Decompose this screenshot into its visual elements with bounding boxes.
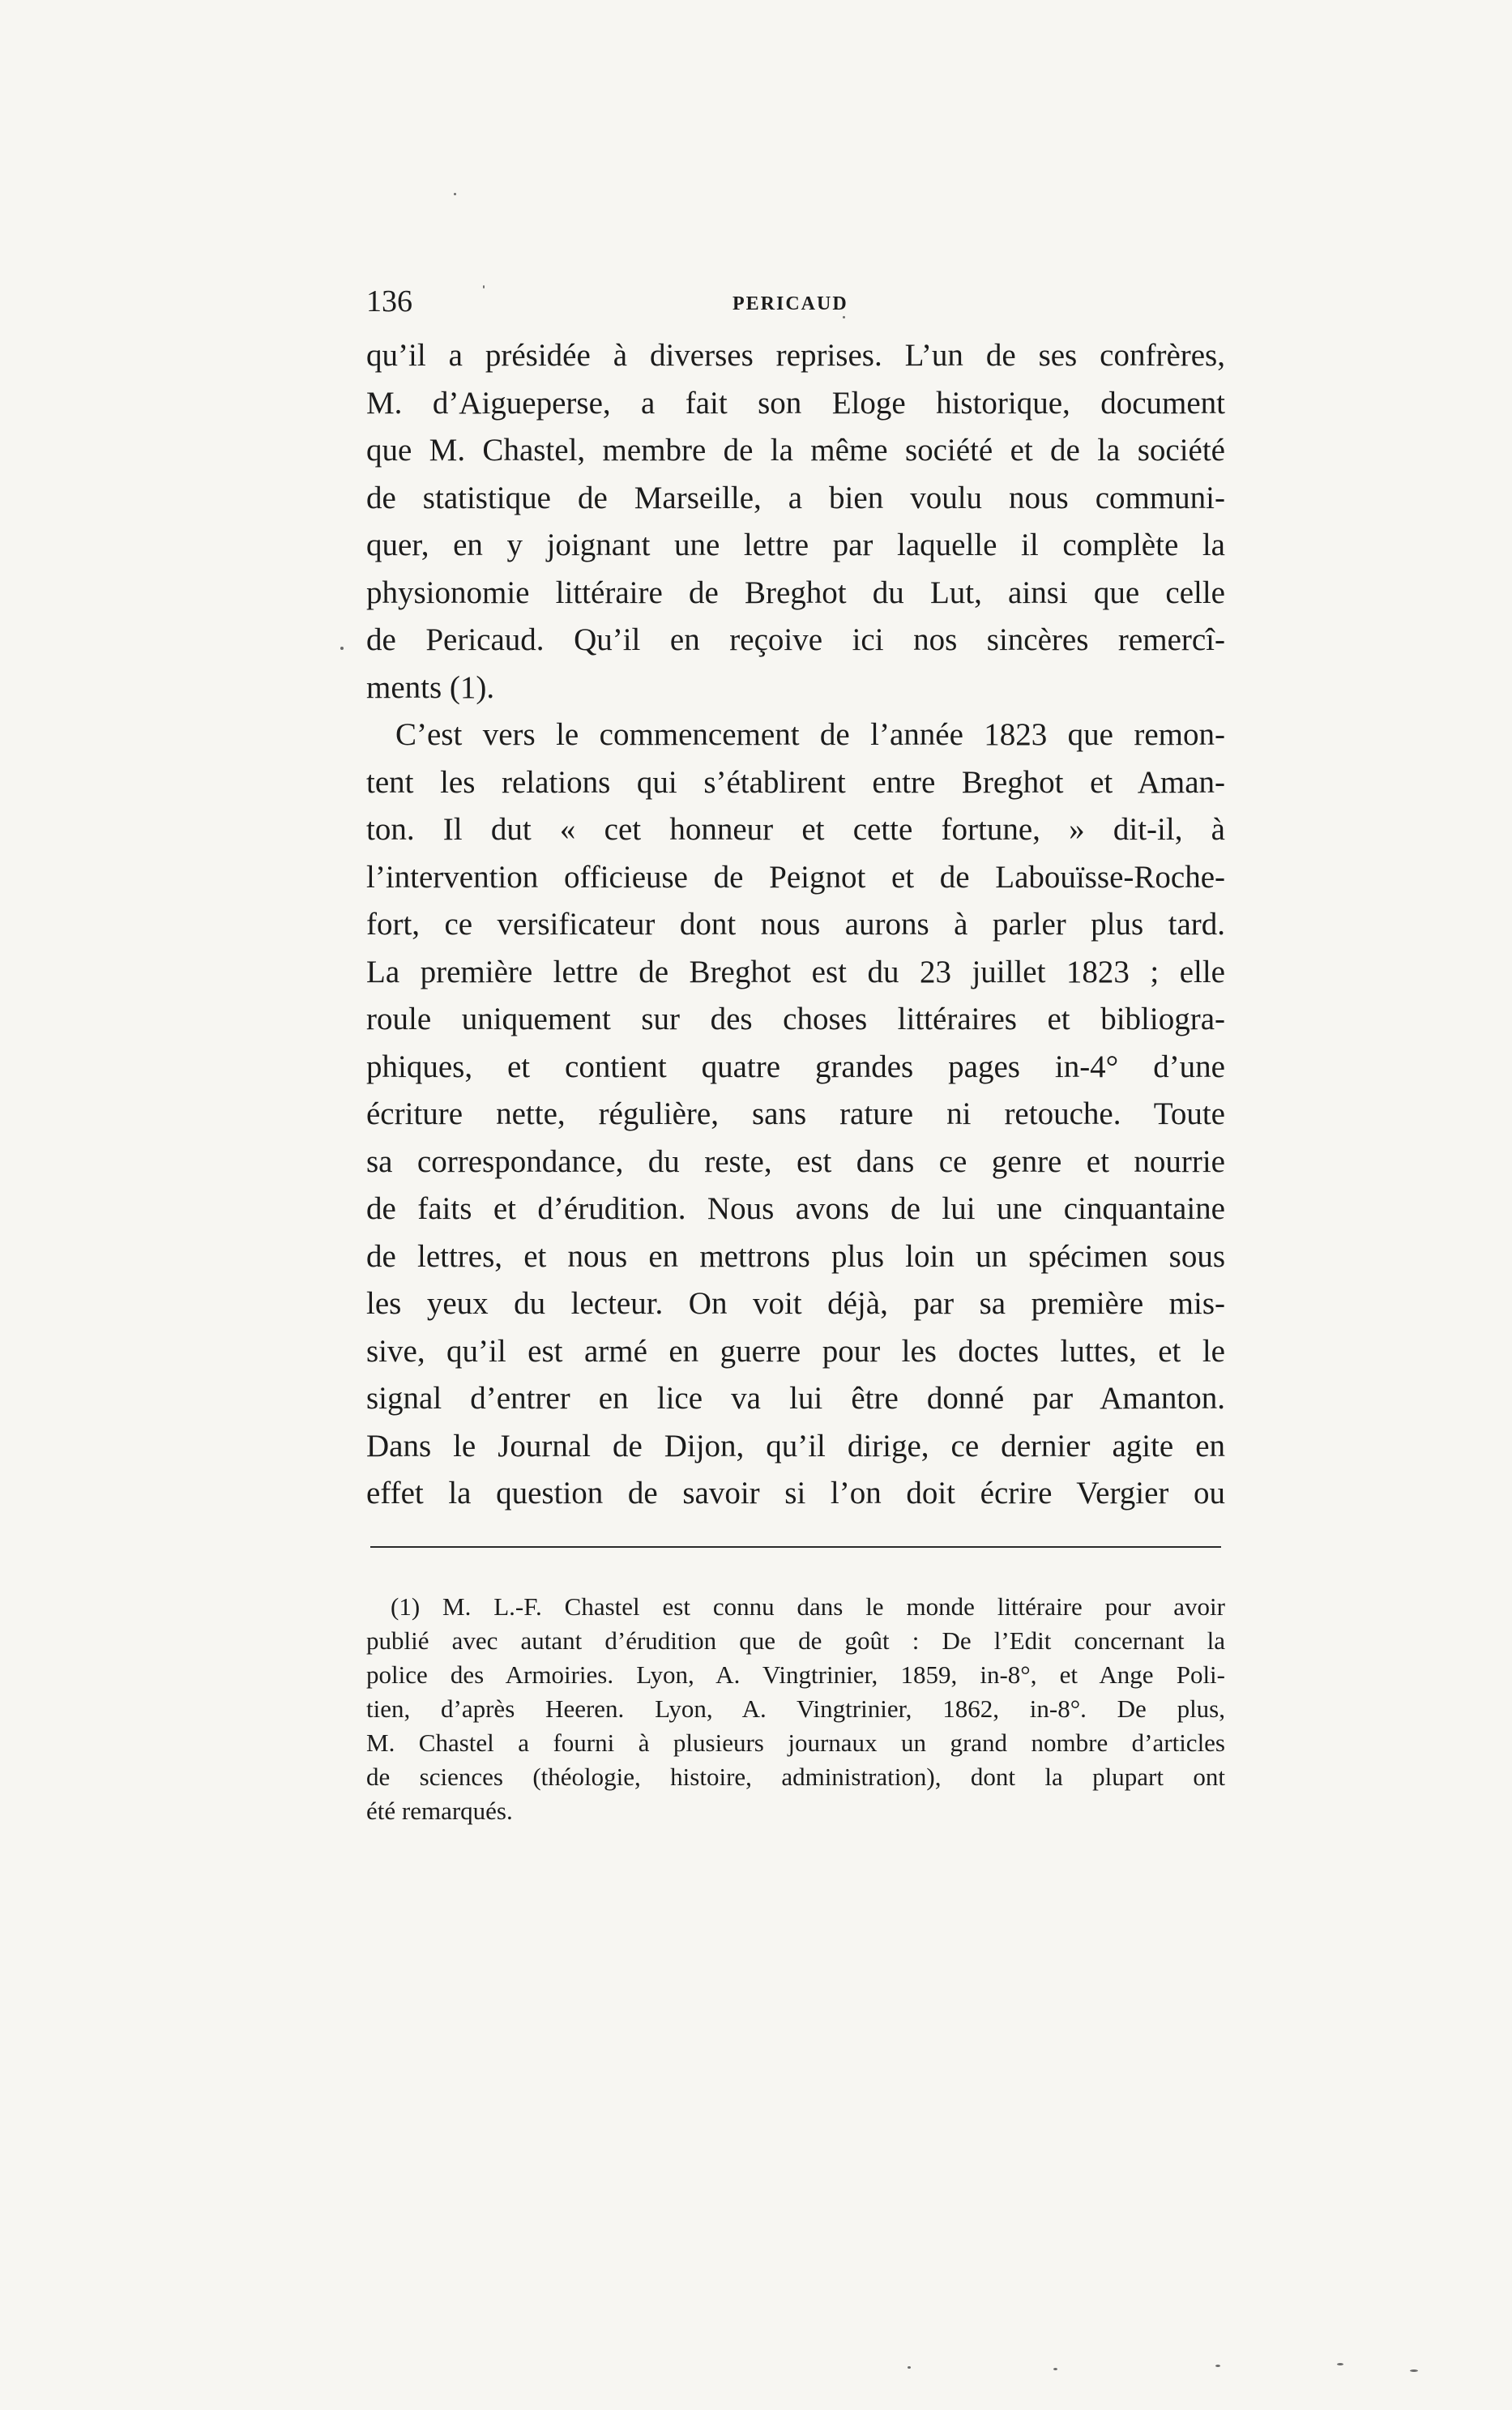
footnote-line: tien, d’après Heeren. Lyon, A. Vingtrinier, 1862, in-8°. De plus, <box>366 1694 1225 1723</box>
body-line: effet la question de savoir si l’on doit écrire Vergier ou <box>366 1476 1225 1511</box>
body-line: de Pericaud. Qu’il en reçoive ici nos sincères remercî- <box>366 622 1225 657</box>
scan-speck <box>340 647 344 650</box>
scan-speck <box>1053 2368 1057 2370</box>
scan-speck <box>843 316 845 318</box>
page-number: 136 <box>366 284 412 318</box>
body-line: M. d’Aigueperse, a fait son Eloge historique, document <box>366 385 1225 421</box>
footnote-separator <box>370 1546 1221 1548</box>
body-line: signal d’entrer en lice va lui être donné par Amanton. <box>366 1381 1225 1416</box>
body-line: qu’il a présidée à diverses reprises. L’un de ses confrères, <box>366 338 1225 373</box>
body-line: physionomie littéraire de Breghot du Lut, ainsi que celle <box>366 575 1225 610</box>
body-line: de statistique de Marseille, a bien voulu nous communi- <box>366 480 1225 515</box>
body-line: roule uniquement sur des choses littéraires et bibliogra- <box>366 1002 1225 1036</box>
body-line: de faits et d’érudition. Nous avons de lui une cinquantaine <box>366 1191 1225 1226</box>
body-line: ments (1). <box>366 669 495 705</box>
body-line: phiques, et contient quatre grandes pages in-4° d’une <box>366 1049 1225 1084</box>
body-line: fort, ce versificateur dont nous aurons à parler plus tard. <box>366 907 1225 942</box>
body-line: tent les relations qui s’établirent entre Breghot et Aman- <box>366 764 1225 800</box>
body-line: l’intervention officieuse de Peignot et de Labouïsse-Roche- <box>366 859 1225 895</box>
body-line: Dans le Journal de Dijon, qu’il dirige, ce dernier agite en <box>366 1428 1225 1464</box>
scan-speck <box>483 285 485 288</box>
footnote <box>366 1590 1225 1828</box>
scan-speck <box>1215 2365 1220 2367</box>
footnote-line: publié avec autant d’érudition que de goût : De l’Edit concernant la <box>366 1626 1225 1655</box>
footnote-line: M. Chastel a fourni à plusieurs journaux un grand nombre d’articles <box>366 1728 1225 1757</box>
scan-speck <box>908 2366 911 2369</box>
running-title: PERICAUD <box>733 293 848 314</box>
body-text <box>366 332 1225 1518</box>
body-line: que M. Chastel, membre de la même société et de la société <box>366 433 1225 468</box>
footnote-line: été remarqués. <box>366 1797 513 1825</box>
body-line: écriture nette, régulière, sans rature ni retouche. Toute <box>366 1096 1225 1131</box>
body-line: quer, en y joignant une lettre par laquelle il complète la <box>366 528 1225 562</box>
body-line: les yeux du lecteur. On voit déjà, par sa première mis- <box>366 1286 1225 1321</box>
body-line: ton. Il dut « cet honneur et cette fortune, » dit-il, à <box>366 812 1225 847</box>
body-line: sive, qu’il est armé en guerre pour les doctes luttes, et le <box>366 1333 1225 1369</box>
body-line: La première lettre de Breghot est du 23 juillet 1823 ; elle <box>366 954 1225 989</box>
scan-speck <box>1410 2369 1418 2372</box>
footnote-line: police des Armoiries. Lyon, A. Vingtrinier, 1859, in-8°, et Ange Poli- <box>366 1660 1225 1689</box>
body-line: de lettres, et nous en mettrons plus loin un spécimen sous <box>366 1238 1225 1274</box>
body-line: C’est vers le commencement de l’année 1823 que remon- <box>395 717 1225 752</box>
scan-speck <box>454 193 456 195</box>
body-line: sa correspondance, du reste, est dans ce genre et nourrie <box>366 1143 1225 1179</box>
page-header <box>366 285 1225 334</box>
footnote-line: de sciences (théologie, histoire, administration), dont la plupart ont <box>366 1763 1225 1791</box>
scan-speck <box>1337 2363 1343 2365</box>
footnote-line: (1) M. L.-F. Chastel est connu dans le monde littéraire pour avoir <box>391 1592 1225 1621</box>
